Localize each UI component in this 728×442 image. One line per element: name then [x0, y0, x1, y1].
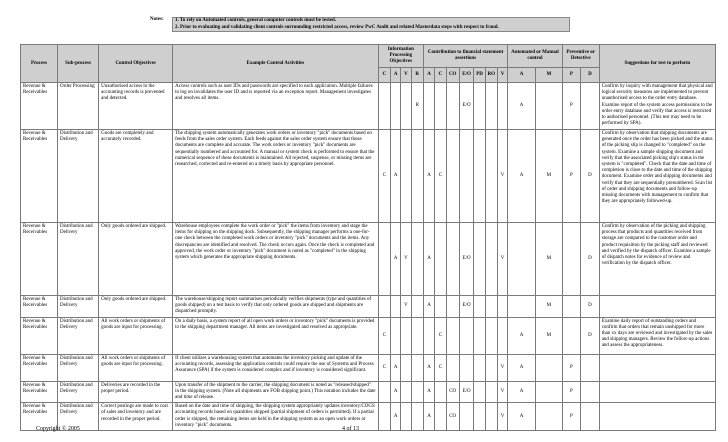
cell-mark	[411, 296, 423, 318]
col-header-process: Process	[21, 45, 58, 83]
cell-mark: R	[411, 83, 423, 130]
cell-mark	[497, 317, 507, 354]
cell-mark: E/O	[459, 223, 473, 296]
sub-header: PD	[474, 68, 485, 83]
cell-mark	[411, 381, 423, 403]
cell-mark: C	[435, 130, 446, 223]
sub-header: D	[581, 68, 600, 83]
table-row	[21, 317, 716, 354]
cell-mark	[535, 354, 562, 381]
cell-mark: A	[391, 223, 401, 296]
cell-mark: P	[562, 403, 581, 431]
cell-mark	[485, 223, 497, 296]
cell-mark: A	[423, 296, 434, 318]
cell-mark	[391, 296, 401, 318]
cell-mark: A	[423, 354, 434, 381]
cell-mark	[459, 130, 473, 223]
cell-control-activity: Upon transfer of the shipment to the carrier, the shipping document is noted as "released/shipped" in the shipping system. (Note all shipments are FOB shipping point.) This notation includes the date and time of release.	[173, 381, 379, 403]
cell-mark: A	[391, 354, 401, 381]
notes-box	[172, 17, 570, 32]
cell-mark: P	[562, 381, 581, 403]
cell-subprocess: Distribution and Delivery	[58, 223, 99, 296]
cell-control-activity: On a daily basis, a system report of all open work orders or inventory "pick" documents is provided to the shipping department manager. All items are investigated and resolved as appropriate.	[173, 317, 379, 354]
cell-mark: A	[508, 83, 536, 130]
cell-mark	[435, 83, 446, 130]
cell-mark	[535, 381, 562, 403]
cell-process: Revenue & Receivables	[21, 130, 58, 223]
cell-mark: V	[401, 223, 411, 296]
cell-mark	[378, 296, 390, 318]
cell-mark: P	[562, 354, 581, 381]
cell-control-objective: All work orders or shipments of goods are input for processing.	[99, 317, 173, 354]
table-row	[21, 223, 716, 296]
col-header-fs-assertions: Contribution to financial statement assertions	[423, 45, 507, 68]
cell-mark	[411, 317, 423, 354]
cell-control-objective: Unauthorised access to the accounting records is prevented and detected.	[99, 83, 173, 130]
cell-mark	[423, 317, 434, 354]
cell-mark: A	[508, 130, 536, 223]
sub-header: C	[378, 68, 390, 83]
table-body	[21, 83, 716, 431]
cell-mark	[435, 403, 446, 431]
cell-control-activity: The warehouse/shipping report summarises periodically verifies shipments (type and quantities of goods shipped) on a test basis to verify that only ordered goods are shipped and shipments are dispatched promptly.	[173, 296, 379, 318]
cell-mark: C	[435, 317, 446, 354]
cell-control-objective: Goods are completely and accurately recorded.	[99, 130, 173, 223]
cell-mark: P	[562, 130, 581, 223]
cell-suggestion	[599, 381, 715, 403]
cell-control-activity: Warehouse employees complete the work order or "pick" the items from inventory and stage the items for shipping on the shipping dock. Subsequently, the shipping manager performs a one-for-one check between the completed work orders or inventory "pick" documents and the items. Any discrepancies are identified and resolved. The check occurs again. Once the check is completed and approved, the work order or inventory "pick" document is noted as "completed" in the shipping system which generates the appropriate shipping documents.	[173, 223, 379, 296]
cell-mark	[485, 354, 497, 381]
cell-suggestion: Confirm by observation of the picking and shipping process that products and quantities received from storage are compared to the customer order and product requisition by the picking staff and reviewed and verified by the dispatch officer. Examine a sample of dispatch notes for evidence of review and verification by the dispatch officer.	[599, 223, 715, 296]
cell-subprocess: Distribution and Delivery	[58, 381, 99, 403]
cell-control-objective: Deliveries are recorded in the proper period.	[99, 381, 173, 403]
cell-mark: C	[378, 354, 390, 381]
sub-header: C	[435, 68, 446, 83]
cell-mark: M	[535, 130, 562, 223]
table-row	[21, 296, 716, 318]
cell-mark	[474, 403, 485, 431]
cell-mark	[485, 403, 497, 431]
cell-mark	[378, 223, 390, 296]
cell-mark: M	[535, 223, 562, 296]
cell-mark	[446, 83, 459, 130]
sub-header: M	[535, 68, 562, 83]
sub-header: A	[391, 68, 401, 83]
cell-mark	[446, 223, 459, 296]
col-header-automated-manual: Automated or Manual control	[508, 45, 562, 68]
cell-suggestion: Examine daily report of outstanding orders and confirm that orders that remain unshipped for more than xx days are reviewed and investigated by the sales and shipping managers. Review the follow-up actions and assess the appropriateness.	[599, 317, 715, 354]
cell-control-activity: If client utilizes a warehousing system that automates the inventory picking and update of the accounting records, assessing the application controls could require the use of Systems and Process Assurance (SPA) if the system is considered complex and if inventory is considered significant.	[173, 354, 379, 381]
cell-mark	[562, 317, 581, 354]
cell-mark	[401, 403, 411, 431]
notes-label: Notes:	[150, 17, 164, 22]
cell-subprocess: Distribution and Delivery	[58, 130, 99, 223]
table-row	[21, 403, 716, 431]
cell-mark: M	[535, 296, 562, 318]
cell-process: Revenue & Receivables	[21, 223, 58, 296]
cell-mark: A	[423, 381, 434, 403]
cell-mark	[435, 296, 446, 318]
cell-mark	[485, 317, 497, 354]
cell-mark	[535, 403, 562, 431]
cell-mark	[485, 381, 497, 403]
cell-mark	[508, 296, 536, 318]
table-row	[21, 83, 716, 130]
table-row	[21, 130, 716, 223]
cell-subprocess: Distribution and Delivery	[58, 354, 99, 381]
cell-mark	[485, 83, 497, 130]
cell-mark	[581, 354, 600, 381]
cell-mark	[459, 317, 473, 354]
cell-process: Revenue & Receivables	[21, 354, 58, 381]
cell-mark: E/O	[459, 296, 473, 318]
cell-mark	[459, 403, 473, 431]
cell-suggestion	[599, 403, 715, 431]
table-row	[21, 381, 716, 403]
cell-mark: E/O	[459, 83, 473, 130]
cell-mark: P	[562, 83, 581, 130]
cell-mark	[485, 130, 497, 223]
cell-mark	[411, 130, 423, 223]
cell-mark	[474, 317, 485, 354]
cell-mark	[446, 130, 459, 223]
cell-mark: V	[497, 381, 507, 403]
cell-mark: M	[535, 317, 562, 354]
cell-mark: A	[423, 403, 434, 431]
cell-mark	[581, 83, 600, 130]
note-line: 1. To rely on Automated controls, general computer controls must be tested.	[175, 18, 337, 23]
cell-mark	[411, 223, 423, 296]
sub-header: R	[411, 68, 423, 83]
cell-process: Revenue & Receivables	[21, 317, 58, 354]
cell-mark	[581, 403, 600, 431]
col-header-subprocess: Sub-process	[58, 45, 99, 83]
cell-mark: A	[391, 381, 401, 403]
cell-mark	[435, 223, 446, 296]
cell-control-objective: Correct postings are made to cost of sales and inventory and are recorded in the proper period.	[99, 403, 173, 431]
sub-header: V	[497, 68, 507, 83]
cell-control-activity: The shipping system automatically generates work orders or inventory "pick" documents based on feeds from the sales order system. Each feeds against the sales order system ensure that those documents are complete and accurate. The work orders or inventory "pick" documents are sequentially numbered and accounted for. A manual or system check is performed to ensure that the numerical sequence of these documents is maintained. All rejected, suspense, or missing items are researched, corrected and re-entered on a timely basis by appropriate personnel.	[173, 130, 379, 223]
cell-mark	[411, 403, 423, 431]
cell-mark	[474, 83, 485, 130]
cell-subprocess: Order Processing	[58, 83, 99, 130]
cell-mark: CO	[446, 403, 459, 431]
cell-suggestion	[599, 354, 715, 381]
cell-mark	[459, 354, 473, 381]
col-header-control-objectives: Control Objectives	[99, 45, 173, 83]
cell-mark	[401, 381, 411, 403]
col-header-example-control-activities: Example Control Activities	[173, 45, 379, 83]
cell-mark	[446, 317, 459, 354]
cell-mark	[378, 403, 390, 431]
cell-mark	[391, 83, 401, 130]
footer-copyright: Copyright © 2005	[36, 426, 80, 432]
cell-mark	[446, 354, 459, 381]
cell-mark	[485, 296, 497, 318]
col-header-info-processing: Information Processing Objectives	[378, 45, 423, 68]
cell-mark	[497, 83, 507, 130]
sub-header: V	[401, 68, 411, 83]
footer-page-number: 4 of 13	[342, 426, 359, 432]
cell-mark: V	[497, 130, 507, 223]
cell-mark: A	[508, 317, 536, 354]
cell-mark	[401, 354, 411, 381]
sub-header: P	[562, 68, 581, 83]
cell-mark: C	[378, 130, 390, 223]
col-header-preventive-detective: Preventive or Detective	[562, 45, 599, 68]
cell-mark: D	[581, 317, 600, 354]
cell-mark: A	[508, 381, 536, 403]
cell-mark: C	[435, 354, 446, 381]
cell-subprocess: Distribution and Delivery	[58, 403, 99, 431]
cell-mark: A	[423, 223, 434, 296]
cell-mark	[378, 381, 390, 403]
cell-mark: V	[497, 354, 507, 381]
cell-control-objective: All work orders or shipments of goods are input for processing.	[99, 354, 173, 381]
sub-header: RO	[485, 68, 497, 83]
cell-mark	[508, 223, 536, 296]
sub-header: A	[423, 68, 434, 83]
cell-control-activity: Access controls such as user IDs and passwords are specified to each application. Multiple failures to log on invalidates the user ID and is reported via an exception report. Management investigates and resolves all items.	[173, 83, 379, 130]
cell-mark	[535, 83, 562, 130]
cell-mark	[474, 381, 485, 403]
controls-table	[20, 44, 716, 431]
cell-mark	[562, 223, 581, 296]
cell-mark	[497, 296, 507, 318]
table-row	[21, 354, 716, 381]
cell-process: Revenue & Receivables	[21, 83, 58, 130]
cell-mark	[401, 130, 411, 223]
cell-mark: A	[508, 354, 536, 381]
sub-header: A	[508, 68, 536, 83]
cell-mark: CO	[446, 381, 459, 403]
cell-process: Revenue & Receivables	[21, 403, 58, 431]
cell-process: Revenue & Receivables	[21, 381, 58, 403]
cell-mark	[401, 83, 411, 130]
cell-mark	[435, 381, 446, 403]
cell-mark: D	[581, 296, 600, 318]
cell-mark: A	[423, 130, 434, 223]
cell-mark	[378, 83, 390, 130]
cell-subprocess: Distribution and Delivery	[58, 296, 99, 318]
cell-mark	[562, 296, 581, 318]
cell-mark: A	[391, 130, 401, 223]
cell-mark	[474, 354, 485, 381]
cell-suggestion: Confirm by observation that shipping documents are generated once the order has been picked and the status of the picking slip is changed to "completed" on the system. Examine a sample shipping document and verify that the associated picking slip's status in the system is "completed". Check that the date and time of completion is close to the date and time of the shipping document. Examine order and shipping documents and verify that they are sequentially prenumbered. Scan list of order and shipping documents and follow-up missing documents with management to confirm that they are appropriately followed-up.	[599, 130, 715, 223]
cell-control-objective: Only goods ordered are shipped.	[99, 296, 173, 318]
cell-suggestion	[599, 296, 715, 318]
cell-control-activity: Based on the date and time of shipping, the shipping system appropriately updates inventory/COGS accounting records based on quantities shipped (partial shipment of orders is permitted). If a partial order is shipped, the remaining items are held in the shipping system as an open work orders or inventory "pick" documents.	[173, 403, 379, 431]
sub-header: CO	[446, 68, 459, 83]
cell-suggestion: Confirm by inquiry with management that physical and logical security measures are implemented to prevent unauthorised access to the order entry database. Examine report of the system access permissions to the order entry database and verify that access is restricted to authorised personnel. (This test may need to be performed by SPA).	[599, 83, 715, 130]
cell-mark	[423, 83, 434, 130]
cell-mark	[474, 296, 485, 318]
cell-mark: V	[401, 296, 411, 318]
cell-mark: D	[581, 130, 600, 223]
cell-mark: V	[497, 403, 507, 431]
cell-mark: A	[391, 403, 401, 431]
cell-mark: A	[508, 403, 536, 431]
cell-process: Revenue & Receivables	[21, 296, 58, 318]
cell-mark	[411, 354, 423, 381]
cell-mark: E/O	[459, 381, 473, 403]
cell-subprocess: Distribution and Delivery	[58, 317, 99, 354]
col-header-suggestions: Suggestions for test to perform	[599, 45, 715, 83]
cell-mark	[581, 381, 600, 403]
sub-header: E/O	[459, 68, 473, 83]
cell-mark	[391, 317, 401, 354]
cell-mark	[401, 317, 411, 354]
cell-mark	[474, 130, 485, 223]
cell-mark	[446, 296, 459, 318]
note-line: 2. Prior to evaluating and validating client controls surrounding restricted access, review PwC Audit and related Masterdata steps with respect to fraud.	[175, 24, 499, 30]
cell-control-objective: Only goods ordered are shipped.	[99, 223, 173, 296]
cell-mark: C	[378, 317, 390, 354]
cell-mark: D	[581, 223, 600, 296]
cell-mark: V	[497, 223, 507, 296]
cell-mark	[474, 223, 485, 296]
